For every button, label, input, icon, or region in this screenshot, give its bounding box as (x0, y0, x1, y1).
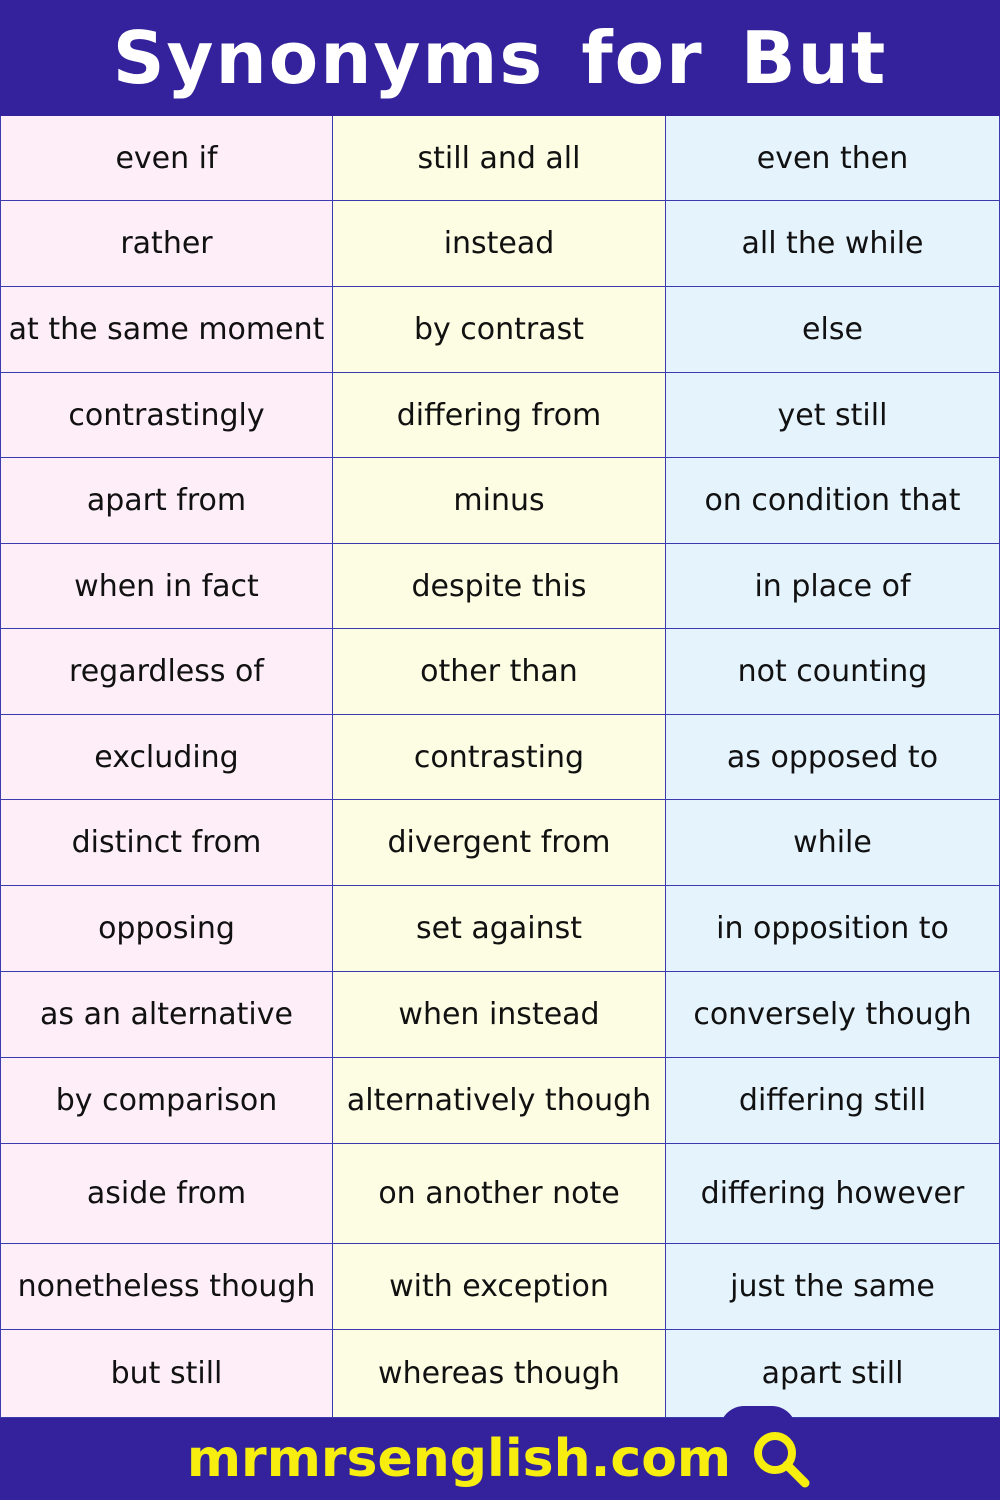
table-cell: still and all (333, 116, 666, 201)
table-cell: minus (333, 458, 666, 544)
table-cell: apart from (0, 458, 333, 544)
title-banner (0, 0, 1000, 116)
table-cell: excluding (0, 715, 333, 800)
table-cell: yet still (666, 373, 1000, 458)
page-title: Synonyms for But (112, 16, 888, 100)
table-cell: but still (0, 1330, 333, 1418)
table-cell: despite this (333, 544, 666, 629)
table-cell: all the while (666, 201, 1000, 287)
table-cell: distinct from (0, 800, 333, 886)
table-cell: contrasting (333, 715, 666, 800)
table-cell: differing from (333, 373, 666, 458)
table-cell: else (666, 287, 1000, 373)
table-cell: at the same moment (0, 287, 333, 373)
table-cell: as opposed to (666, 715, 1000, 800)
table-cell: set against (333, 886, 666, 972)
table-cell: conversely though (666, 972, 1000, 1058)
table-cell: aside from (0, 1144, 333, 1244)
table-cell: alternatively though (333, 1058, 666, 1144)
table-cell: contrastingly (0, 373, 333, 458)
table-cell: while (666, 800, 1000, 886)
table-cell: regardless of (0, 629, 333, 715)
table-cell: nonetheless though (0, 1244, 333, 1330)
table-cell: in place of (666, 544, 1000, 629)
synonyms-table (0, 116, 1000, 1418)
table-cell: when in fact (0, 544, 333, 629)
table-cell: not counting (666, 629, 1000, 715)
table-cell: in opposition to (666, 886, 1000, 972)
table-cell: by comparison (0, 1058, 333, 1144)
table-cell: other than (333, 629, 666, 715)
table-cell: with exception (333, 1244, 666, 1330)
table-cell: just the same (666, 1244, 1000, 1330)
table-cell: on another note (333, 1144, 666, 1244)
search-icon (749, 1427, 813, 1491)
table-cell: differing however (666, 1144, 1000, 1244)
table-cell: opposing (0, 886, 333, 972)
table-cell: as an alternative (0, 972, 333, 1058)
table-cell: rather (0, 201, 333, 287)
table-cell: differing still (666, 1058, 1000, 1144)
table-cell: on condition that (666, 458, 1000, 544)
table-cell: even if (0, 116, 333, 201)
table-cell: even then (666, 116, 1000, 201)
table-cell: whereas though (333, 1330, 666, 1418)
website-link[interactable]: mrmrsenglish.com (186, 1429, 732, 1489)
table-cell: instead (333, 201, 666, 287)
table-cell: by contrast (333, 287, 666, 373)
table-cell: when instead (333, 972, 666, 1058)
footer-banner (0, 1418, 1000, 1500)
table-cell: apart still (666, 1330, 1000, 1418)
table-cell: divergent from (333, 800, 666, 886)
